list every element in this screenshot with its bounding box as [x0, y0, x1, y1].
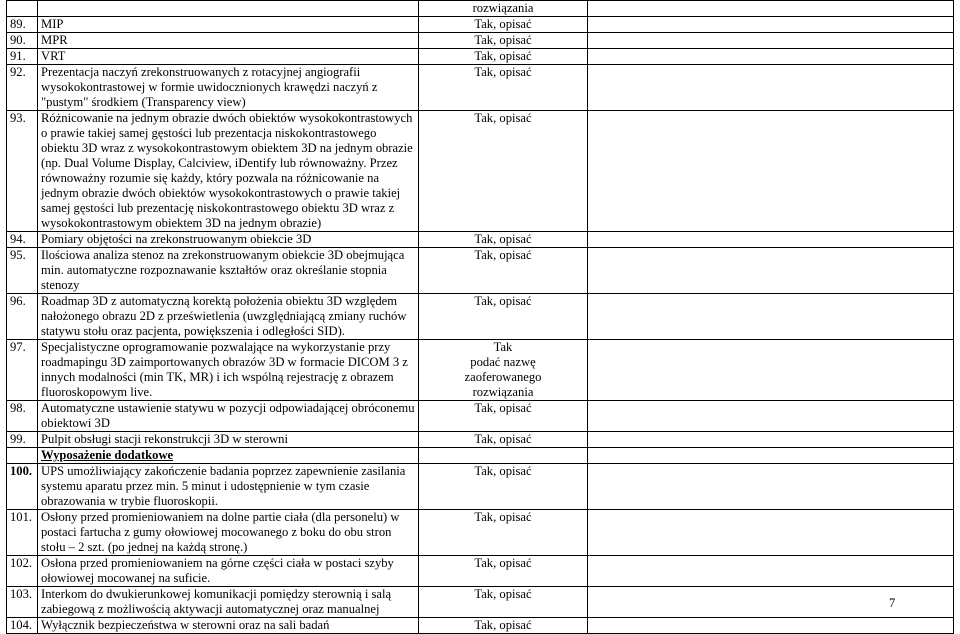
row-status: Tak, opisać: [419, 232, 588, 248]
section-heading: Wyposażenie dodatkowe: [38, 448, 419, 464]
empty-cell: [588, 556, 954, 587]
empty-cell: [588, 448, 954, 464]
row-description: Osłona przed promieniowaniem na górne części ciała w postaci szyby ołowiowej mocowanej na suficie.: [38, 556, 419, 587]
row-status: Tak, opisać: [419, 464, 588, 510]
page-number: 7: [889, 596, 896, 610]
table-row: [7, 432, 954, 448]
row-status: Tak, opisać: [419, 556, 588, 587]
row-status: Tak, opisać: [419, 618, 588, 634]
empty-cell: [588, 33, 954, 49]
row-number: 89.: [7, 17, 38, 33]
row-description: Specjalistyczne oprogramowanie pozwalające na wykorzystanie przy roadmapingu 3D zaimportowanych obrazów 3D w formacie DICOM 3 z innych modalności (min TK, MR) i ich wspólną rejestrację z obrazem fluoroskopowym live.: [38, 340, 419, 401]
row-description: Różnicowanie na jednym obrazie dwóch obiektów wysokokontrastowych o prawie takiej samej gęstości lub prezentacja niskokontrastowego obiektu 3D wraz z wysokokontrastowym obiektem 3D na jednym obrazie (np. Dual Volume Display, Calciview, iDentify lub równoważny. Przez równoważny rozumie się każdy, który pozwala na różnicowanie na jednym obrazie dwóch obiektów wysokokontrastowych o prawie takiej samej gęstości lub prezentację niskokontrastowego obiektu 3D wraz z wysokokontrastowym obiektem 3D na jednym obrazie): [38, 111, 419, 232]
row-status: Tak, opisać: [419, 17, 588, 33]
empty-cell: [588, 65, 954, 111]
row-status: Tak, opisać: [419, 587, 588, 618]
row-status: Tak, opisać: [419, 49, 588, 65]
empty-cell: [588, 401, 954, 432]
header-status-cell: rozwiązania: [419, 1, 588, 17]
row-number: 104.: [7, 618, 38, 634]
row-number: 98.: [7, 401, 38, 432]
empty-cell: [588, 587, 954, 618]
row-number: 93.: [7, 111, 38, 232]
empty-cell: [588, 432, 954, 448]
empty-cell: [588, 340, 954, 401]
row-status: [419, 448, 588, 464]
table-row: [7, 232, 954, 248]
row-description: Prezentacja naczyń zrekonstruowanych z rotacyjnej angiografii wysokokontrastowej w formie uwidocznionych krawędzi naczyń z "pustym" środkiem (Transparency view): [38, 65, 419, 111]
row-description: Ilościowa analiza stenoz na zrekonstruowanym obiekcie 3D obejmująca min. automatyczne rozpoznawanie kształtów oraz określanie stopnia stenozy: [38, 248, 419, 294]
row-number: 91.: [7, 49, 38, 65]
row-description: Osłony przed promieniowaniem na dolne partie ciała (dla personelu) w postaci fartucha z gumy ołowiowej mocowanego z boku do obu stron stołu – 2 szt. (po jednej na każdą stronę.): [38, 510, 419, 556]
table-row: [7, 17, 954, 33]
row-status: Tak, opisać: [419, 33, 588, 49]
row-number: 101.: [7, 510, 38, 556]
empty-cell: [588, 294, 954, 340]
row-status: Tak, opisać: [419, 432, 588, 448]
row-description: MPR: [38, 33, 419, 49]
table-row: [7, 556, 954, 587]
row-description: Roadmap 3D z automatyczną korektą położenia obiektu 3D względem nałożonego obrazu 2D z prześwietlenia (uwzględniającą zmiany ruchów statywu stołu oraz pacjenta, powiększenia i odległości SID).: [38, 294, 419, 340]
empty-cell: [588, 510, 954, 556]
table-row: [7, 33, 954, 49]
table-row: [7, 464, 954, 510]
row-status: Tak, opisać: [419, 248, 588, 294]
status-line: zaoferowanego: [464, 370, 542, 384]
row-number: 96.: [7, 294, 38, 340]
empty-cell: [588, 618, 954, 634]
row-description: Interkom do dwukierunkowej komunikacji pomiędzy sterownią i salą zabiegową z możliwością aktywacji automatycznej oraz manualnej: [38, 587, 419, 618]
row-status: Tak, opisać: [419, 510, 588, 556]
table-row: [7, 1, 954, 17]
table-row: [7, 618, 954, 634]
row-status: [419, 340, 588, 401]
row-number: 92.: [7, 65, 38, 111]
empty-cell: [588, 232, 954, 248]
table-row: [7, 510, 954, 556]
row-number: 99.: [7, 432, 38, 448]
empty-cell: [588, 111, 954, 232]
row-description: Pulpit obsługi stacji rekonstrukcji 3D w sterowni: [38, 432, 419, 448]
table-row: [7, 49, 954, 65]
row-status: Tak, opisać: [419, 294, 588, 340]
row-description: Automatyczne ustawienie statywu w pozycji odpowiadającej obróconemu obiektowi 3D: [38, 401, 419, 432]
status-line: podać nazwę: [470, 355, 536, 369]
status-line: rozwiązania: [472, 385, 534, 399]
table-row: [7, 401, 954, 432]
row-description: Pomiary objętości na zrekonstruowanym obiekcie 3D: [38, 232, 419, 248]
row-number: 95.: [7, 248, 38, 294]
row-status: Tak, opisać: [419, 401, 588, 432]
row-number: 100.: [7, 464, 38, 510]
specification-table: [6, 0, 954, 634]
row-description: MIP: [38, 17, 419, 33]
row-number: 94.: [7, 232, 38, 248]
row-status: Tak, opisać: [419, 111, 588, 232]
empty-cell: [588, 248, 954, 294]
row-description: UPS umożliwiający zakończenie badania poprzez zapewnienie zasilania systemu aparatu przez min. 5 minut i udostępnienie w tym czasie obrazowania w trybie fluoroskopii.: [38, 464, 419, 510]
status-line: Tak: [493, 340, 513, 354]
table-row: [7, 65, 954, 111]
row-status: Tak, opisać: [419, 65, 588, 111]
table-row: [7, 248, 954, 294]
table-row: [7, 111, 954, 232]
empty-cell: [588, 464, 954, 510]
empty-cell: [588, 49, 954, 65]
table-row: [7, 587, 954, 618]
row-description: VRT: [38, 49, 419, 65]
row-number: 97.: [7, 340, 38, 401]
row-number: 102.: [7, 556, 38, 587]
row-number: 90.: [7, 33, 38, 49]
empty-cell: [588, 17, 954, 33]
row-number: 103.: [7, 587, 38, 618]
section-heading-row: [7, 448, 954, 464]
table-row: [7, 294, 954, 340]
row-number: [7, 448, 38, 464]
table-row: [7, 340, 954, 401]
empty-cell: [588, 1, 954, 17]
row-description: [38, 1, 419, 17]
row-description: Wyłącznik bezpieczeństwa w sterowni oraz na sali badań: [38, 618, 419, 634]
row-number: [7, 1, 38, 17]
